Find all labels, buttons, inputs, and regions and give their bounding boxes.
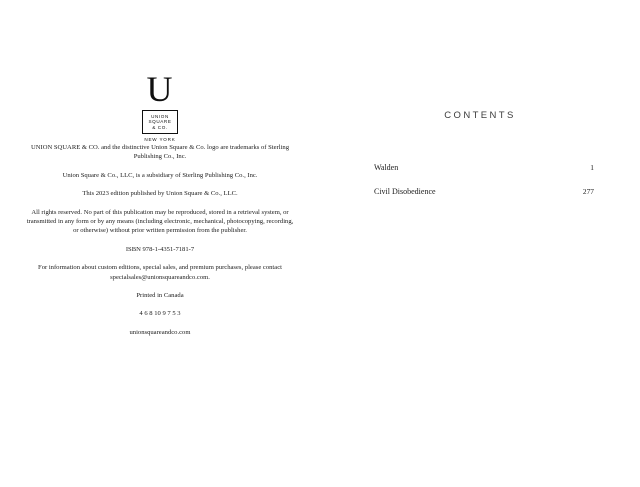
contents-page: [320, 0, 640, 487]
copyright-paragraph-isbn: ISBN 978-1-4351-7181-7: [125, 245, 195, 253]
logo-wordmark-line-2: SQUARE: [148, 119, 172, 125]
copyright-paragraph-website: unionsquareandco.com: [129, 328, 191, 336]
list-item[interactable]: [374, 163, 594, 172]
toc-entry-page: 277: [582, 187, 594, 196]
logo-wordmark-line-3: & CO.: [152, 124, 168, 130]
publisher-logo: [0, 69, 320, 143]
toc-entry-title: Civil Disobedience: [374, 187, 436, 196]
logo-city-label: NEW YORK: [144, 137, 176, 143]
toc-entry-title: Walden: [374, 163, 399, 172]
copyright-paragraph-subsidiary: Union Square & Co., LLC, is a subsidiary of Sterling Publishing Co., Inc.: [62, 171, 258, 179]
copyright-paragraph-edition: This 2023 edition published by Union Square & Co., LLC.: [82, 190, 238, 198]
contents-heading: CONTENTS: [444, 110, 516, 121]
logo-letter-u: U: [146, 69, 174, 109]
logo-wordmark-line-1: UNION: [151, 114, 169, 119]
copyright-paragraph-printed-in: Printed in Canada: [136, 292, 184, 300]
logo-wordmark-box: [142, 110, 177, 134]
copyright-text-block: [18, 143, 302, 346]
toc-entry-page: 1: [590, 163, 594, 172]
copyright-paragraph-trademark: UNION SQUARE & CO. and the distinctive Union Square & Co. logo are trademarks of Sterling Publishing Co., Inc.: [30, 144, 290, 161]
copyright-paragraph-custom-editions: For information about custom editions, special sales, and premium purchases, please contact specialsales@unionsquareandco.com.: [38, 264, 282, 281]
copyright-paragraph-print-numbers: 4 6 8 10 9 7 5 3: [139, 310, 181, 318]
list-item[interactable]: [374, 187, 594, 196]
table-of-contents: [374, 163, 594, 211]
copyright-paragraph-rights: All rights reserved. No part of this publication may be reproduced, stored in a retrieval system, or transmitted in any form or by any means (including electronic, mechanical, photocopying, recording, or otherwise) without prior written permission from the publisher.: [26, 208, 294, 235]
